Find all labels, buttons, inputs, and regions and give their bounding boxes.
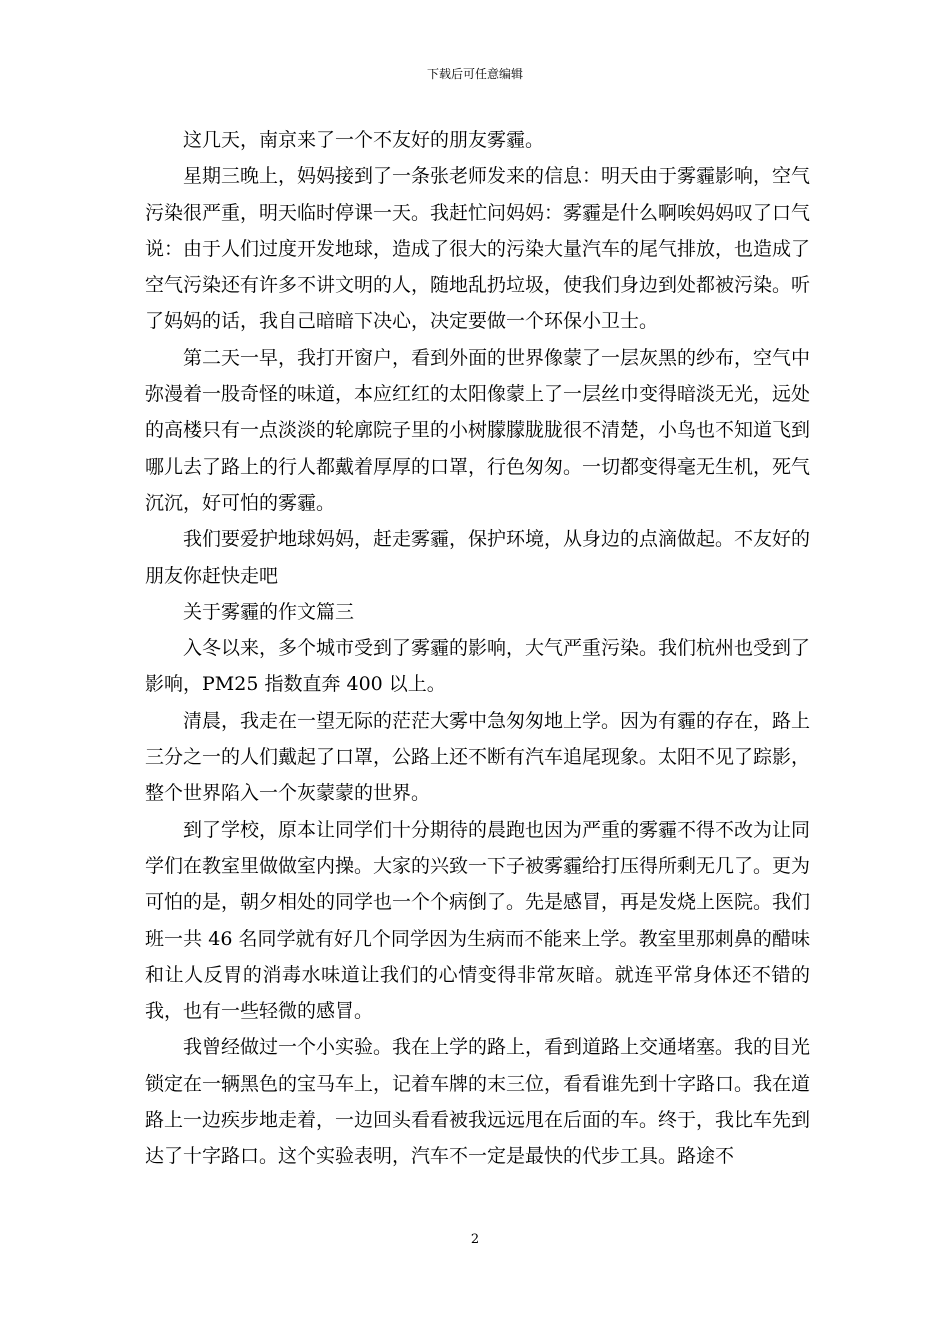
paragraph-wednesday-evening: 星期三晚上，妈妈接到了一条张老师发来的信息：明天由于雾霾影响，空气污染很严重，明天临时停课一天。我赶忙问妈妈：雾霾是什么啊唉妈妈叹了口气说：由于人们过度开发地球，造成了很大的污染大量汽车的尾气排放，也造成了空气污染还有许多不讲文明的人，随地乱扔垃圾，使我们身边到处都被污染。听了妈妈的话，我自己暗暗下决心，决定要做一个环保小卫士。 xyxy=(145,165,811,333)
paragraph-at-school: 到了学校，原本让同学们十分期待的晨跑也因为严重的雾霾不得不改为让同学们在教室里做做室内操。大家的兴致一下子被雾霾给打压得所剩无几了。更为可怕的是，朝夕相处的同学也一个个病倒了。先是感冒，再是发烧上医院。我们班一共 46 名同学就有好几个同学因为生病而不能来上学。教室里那刺鼻的醋味和让人反胃的消毒水味道让我们的心情变得非常灰暗。就连平常身体还不错的我，也有一些轻微的感冒。 xyxy=(145,818,811,1023)
page-header: 下载后可任意编辑 xyxy=(426,67,523,81)
paragraph-intro: 这几天，南京来了一个不友好的朋友雾霾。 xyxy=(183,129,545,151)
paragraph-winter-smog: 入冬以来，多个城市受到了雾霾的影响，大气严重污染。我们杭州也受到了影响，PM25 指数直奔 400 以上。 xyxy=(145,637,811,696)
paragraph-protect-earth: 我们要爱护地球妈妈，赶走雾霾，保护环境，从身边的点滴做起。不友好的朋友你赶快走吧 xyxy=(145,528,811,587)
paragraph-next-morning: 第二天一早，我打开窗户，看到外面的世界像蒙了一层灰黑的纱布，空气中弥漫着一股奇怪的味道，本应红红的太阳像蒙上了一层丝巾变得暗淡无光，远处的高楼只有一点淡淡的轮廓院子里的小树朦朦胧胧很不清楚，小鸟也不知道飞到哪儿去了路上的行人都戴着厚厚的口罩，行色匆匆。一切都变得毫无生机，死气沉沉，好可怕的雾霾。 xyxy=(145,346,811,514)
document-body xyxy=(145,122,810,1175)
paragraph-experiment: 我曾经做过一个小实验。我在上学的路上，看到道路上交通堵塞。我的目光锁定在一辆黑色的宝马车上，记着车牌的末三位，看看谁先到十字路口。我在道路上一边疾步地走着，一边回头看看被我远远甩在后面的车。终于，我比车先到达了十字路口。这个实验表明，汽车不一定是最快的代步工具。路途不 xyxy=(145,1036,811,1168)
section-title: 关于雾霾的作文篇三 xyxy=(183,600,355,623)
page-number: 2 xyxy=(470,1232,480,1247)
paragraph-early-morning: 清晨，我走在一望无际的茫茫大雾中急匆匆地上学。因为有霾的存在，路上三分之一的人们戴起了口罩，公路上还不断有汽车追尾现象。太阳不见了踪影，整个世界陷入一个灰蒙蒙的世界。 xyxy=(145,709,811,805)
